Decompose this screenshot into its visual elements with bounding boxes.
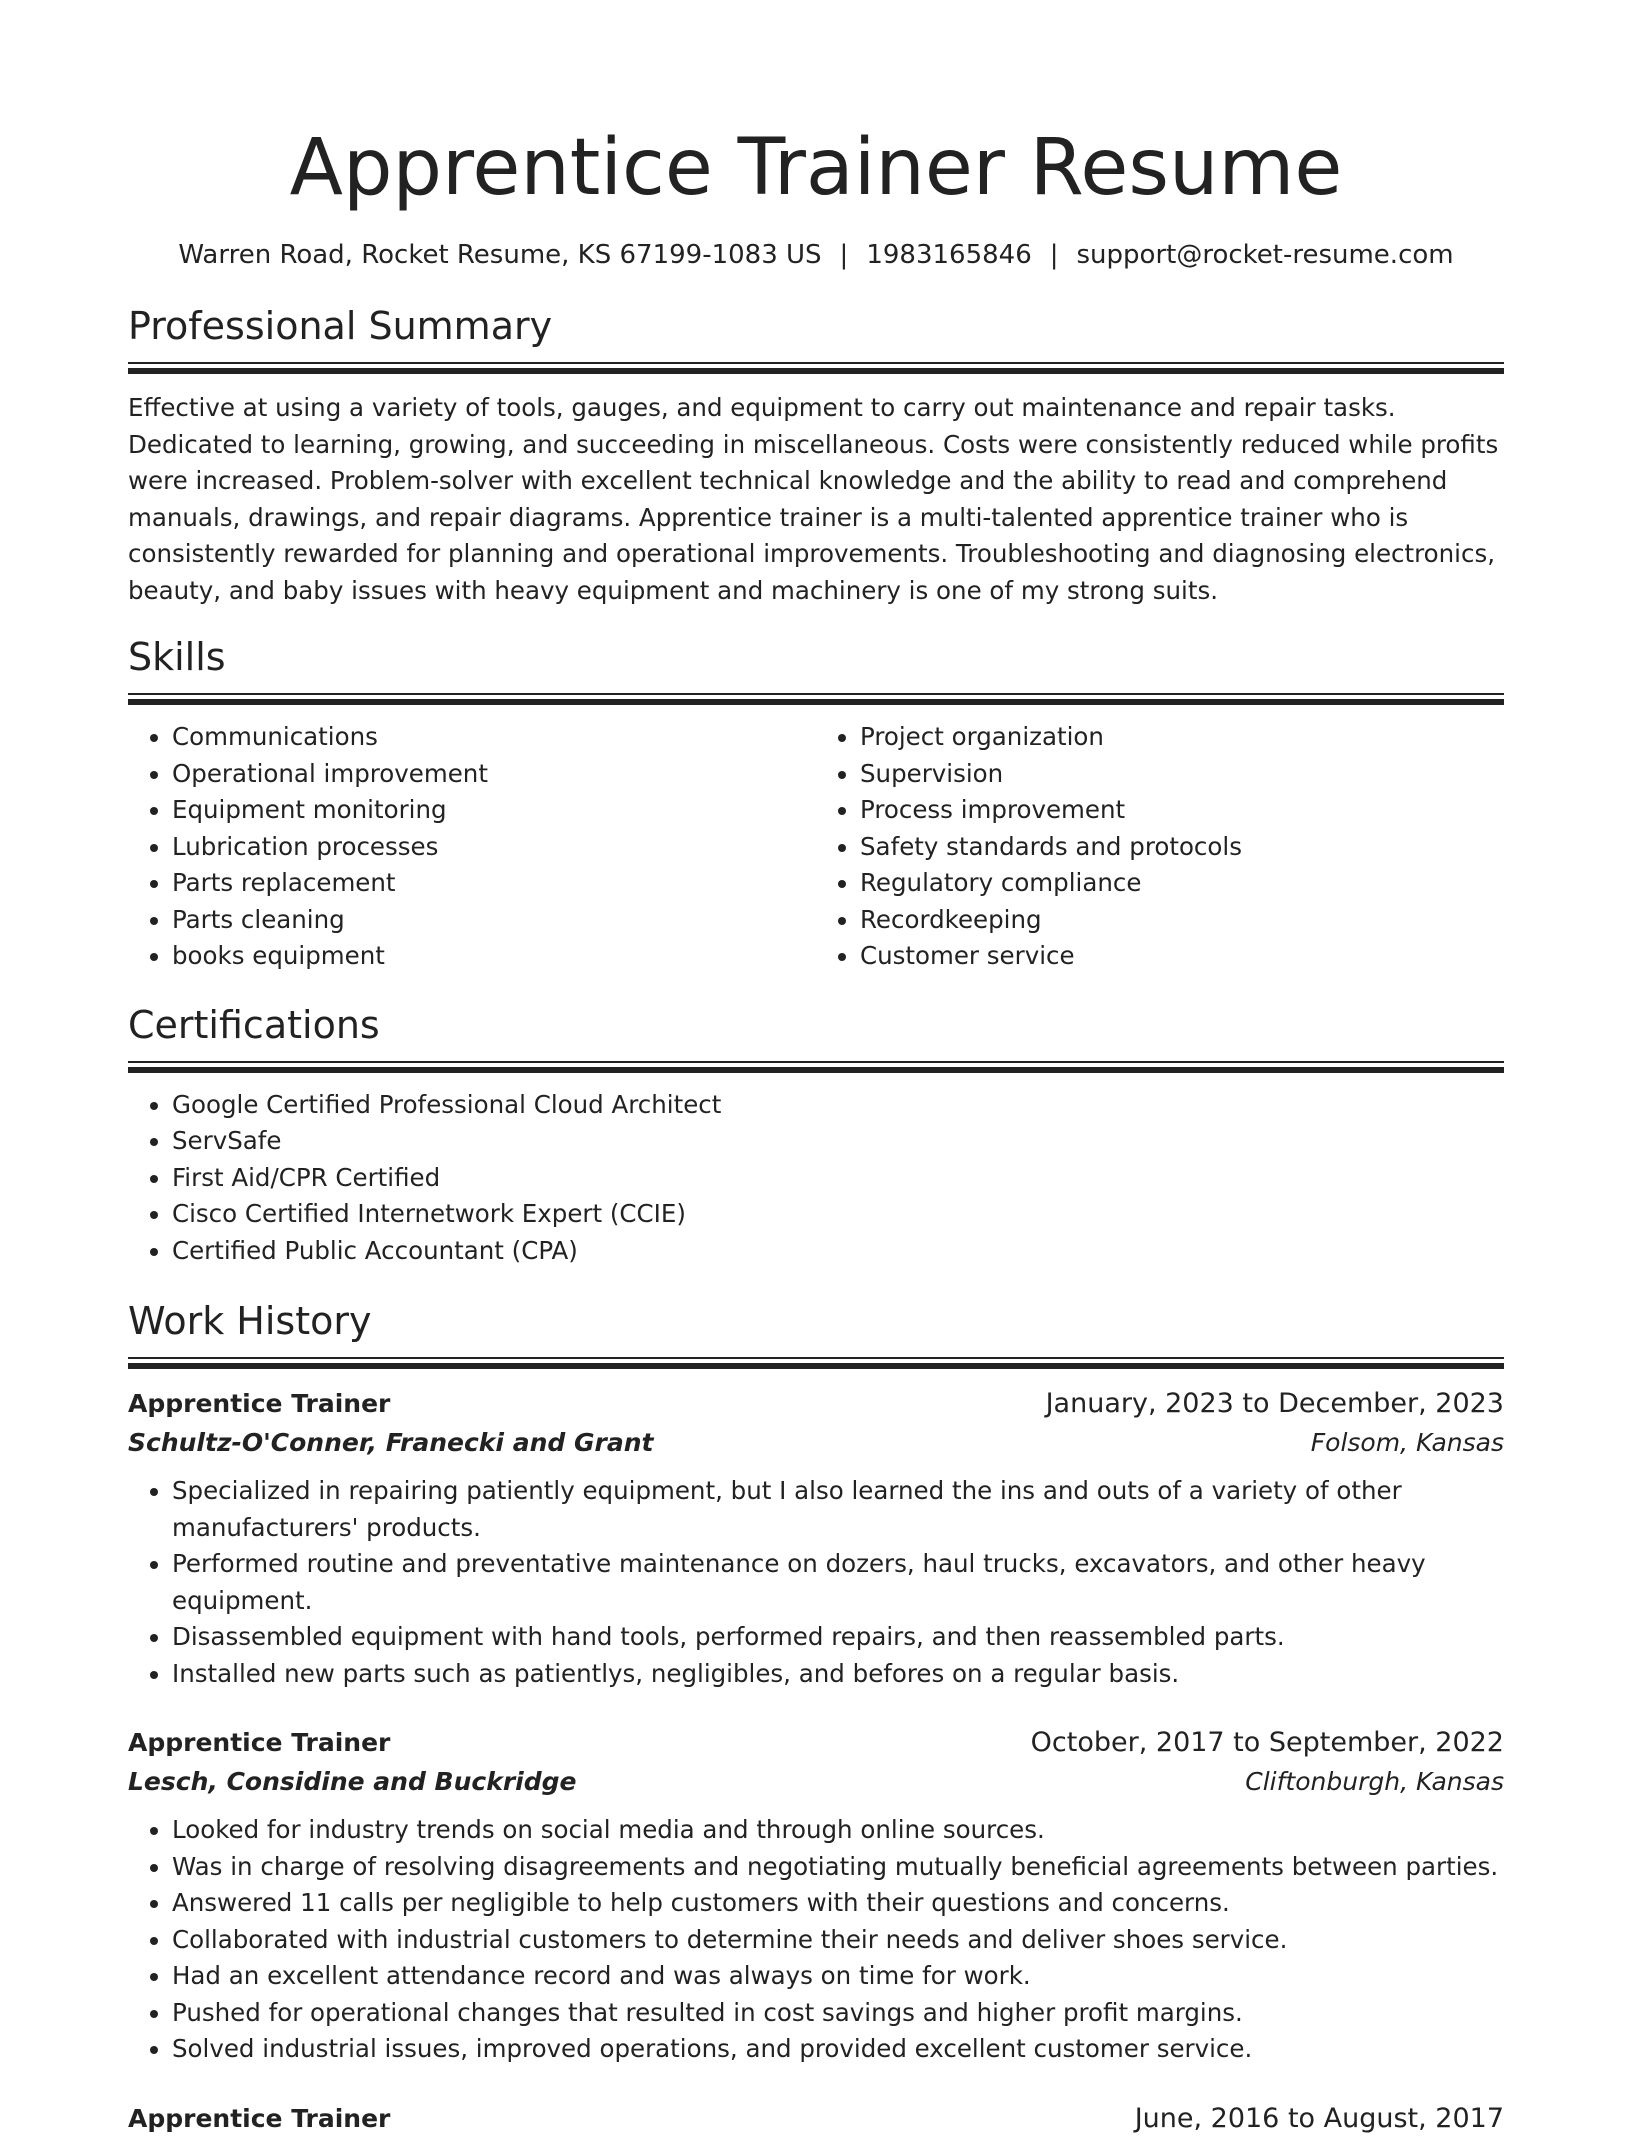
skills-heading: Skills: [128, 635, 226, 679]
list-item: • Recordkeeping: [860, 902, 1504, 939]
list-item: • Solved industrial issues, improved operations, and provided excellent customer service.: [172, 2031, 1504, 2068]
list-item: • Supervision: [860, 756, 1504, 793]
list-item: • Answered 11 calls per negligible to help customers with their questions and concerns.: [172, 1885, 1504, 1922]
summary-section: [128, 302, 1504, 609]
skills-section: [128, 633, 1504, 975]
contact-line: [128, 238, 1504, 272]
job-header-row: [128, 1385, 1504, 1423]
summary-heading: Professional Summary: [128, 304, 553, 348]
contact-separator: |: [1049, 240, 1059, 270]
list-item: • Collaborated with industrial customers to determine their needs and deliver shoes service.: [172, 1922, 1504, 1959]
certifications-list: [128, 1087, 1504, 1270]
contact-separator: |: [839, 240, 849, 270]
certifications-heading: Certifications: [128, 1002, 380, 1047]
list-item: • Google Certified Professional Cloud Architect: [172, 1087, 1504, 1124]
job-location: Cliftonburgh, Kansas: [1245, 1767, 1504, 1796]
job-title: Apprentice Trainer: [128, 2103, 391, 2133]
skills-columns: [128, 719, 1504, 975]
job-bullets: [128, 1812, 1504, 2068]
list-item: • Communications: [172, 719, 816, 756]
certifications-section: [128, 1001, 1504, 1270]
work-history-section: [128, 1297, 1504, 2138]
list-item: • Cisco Certified Internetwork Expert (CCIE): [172, 1196, 1504, 1233]
job-entry: [128, 1724, 1504, 2068]
list-item: • Lubrication processes: [172, 829, 816, 866]
list-item: • Looked for industry trends on social media and through online sources.: [172, 1812, 1504, 1849]
job-bullets: [128, 1473, 1504, 1692]
skills-list-right: [816, 719, 1504, 975]
list-item: • books equipment: [172, 938, 816, 975]
contact-phone: 1983165846: [866, 240, 1032, 270]
section-divider: [128, 362, 1504, 374]
summary-text: Effective at using a variety of tools, gauges, and equipment to carry out maintenance and repair tasks. Dedicated to learning, growing, and succeeding in miscellaneous. Costs were consistently reduced while profits were increased. Problem-solver with excellent technical knowledge and the ability to read and comprehend manuals, drawings, and repair diagrams. Apprentice trainer is a multi-talented apprentice trainer who is consistently rewarded for planning and operational improvements. Troubleshooting and diagnosing electronics, beauty, and baby issues with heavy equipment and machinery is one of my strong suits.: [128, 393, 1499, 605]
list-item: • Specialized in repairing patiently equipment, but I also learned the ins and outs of a variety of other manufacturers' products.: [172, 1473, 1504, 1546]
list-item: • Certified Public Accountant (CPA): [172, 1233, 1504, 1270]
list-item: • Installed new parts such as patientlys, negligibles, and befores on a regular basis.: [172, 1656, 1504, 1693]
list-item: • ServSafe: [172, 1123, 1504, 1160]
job-company-row: [128, 1762, 1504, 1802]
contact-email: support@rocket-resume.com: [1076, 240, 1454, 270]
section-divider: [128, 1061, 1504, 1073]
list-item: • Performed routine and preventative maintenance on dozers, haul trucks, excavators, and other heavy equipment.: [172, 1546, 1504, 1619]
list-item: • First Aid/CPR Certified: [172, 1160, 1504, 1197]
job-header-row: [128, 2100, 1504, 2138]
contact-address: Warren Road, Rocket Resume, KS 67199-1083 US: [178, 240, 822, 270]
skills-list-left: [128, 719, 816, 975]
list-item: • Had an excellent attendance record and was always on time for work.: [172, 1958, 1504, 1995]
list-item: • Process improvement: [860, 792, 1504, 829]
list-item: • Regulatory compliance: [860, 865, 1504, 902]
job-title: Apprentice Trainer: [128, 1728, 391, 1757]
job-company: Lesch, Considine and Buckridge: [128, 1767, 577, 1796]
list-item: • Equipment monitoring: [172, 792, 816, 829]
list-item: • Safety standards and protocols: [860, 829, 1504, 866]
list-item: • Disassembled equipment with hand tools, performed repairs, and then reassembled parts.: [172, 1619, 1504, 1656]
job-entry: [128, 2100, 1504, 2138]
job-title: Apprentice Trainer: [128, 1389, 391, 1418]
list-item: • Customer service: [860, 938, 1504, 975]
list-item: • Project organization: [860, 719, 1504, 756]
job-company: Schultz-O'Conner, Franecki and Grant: [128, 1428, 654, 1457]
list-item: • Pushed for operational changes that resulted in cost savings and higher profit margins.: [172, 1995, 1504, 2032]
job-header-row: [128, 1724, 1504, 1762]
list-item: • Was in charge of resolving disagreements and negotiating mutually beneficial agreements between parties.: [172, 1849, 1504, 1886]
job-company-row: [128, 1423, 1504, 1463]
job-dates: January, 2023 to December, 2023: [1045, 1388, 1504, 1419]
job-location: Folsom, Kansas: [1310, 1428, 1504, 1457]
section-divider: [128, 1357, 1504, 1369]
list-item: • Parts replacement: [172, 865, 816, 902]
resume-title: Apprentice Trainer Resume: [289, 123, 1343, 213]
work-history-heading: Work History: [128, 1299, 372, 1343]
job-entry: [128, 1385, 1504, 1692]
job-dates: June, 2016 to August, 2017: [1134, 2102, 1504, 2134]
list-item: • Operational improvement: [172, 756, 816, 793]
section-divider: [128, 693, 1504, 705]
list-item: • Parts cleaning: [172, 902, 816, 939]
job-dates: October, 2017 to September, 2022: [1030, 1727, 1504, 1758]
